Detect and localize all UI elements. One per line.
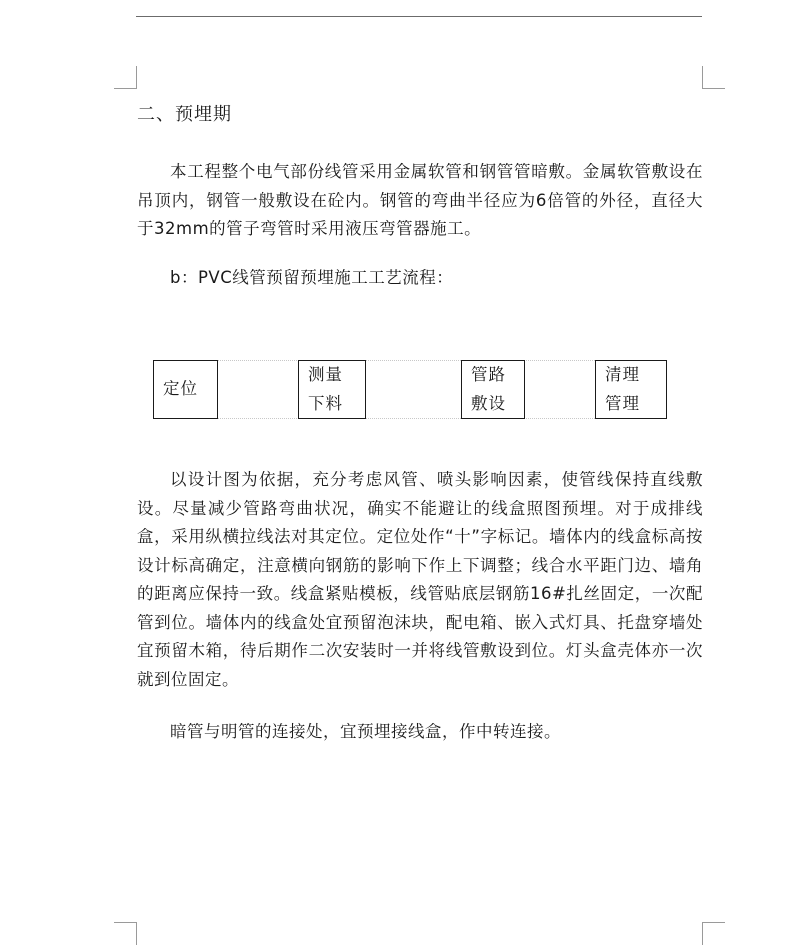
flow-step-label: 敷设 xyxy=(471,393,506,413)
flow-connector-top xyxy=(218,360,595,361)
flow-step-label: 管路 xyxy=(471,365,506,384)
flow-step-conduit-laying xyxy=(461,360,525,419)
flow-step-positioning xyxy=(153,360,218,419)
flow-step-label: 定位 xyxy=(163,379,198,398)
flow-step-measure-cut xyxy=(298,360,366,419)
paragraph-conduit-materials: 本工程整个电气部份线管采用金属软管和钢管管暗敷。金属软管敷设在吊顶内，钢管一般敷设在砼内。钢管的弯曲半径应为6倍管的外径，直径大于32mm的管子弯管时采用液压弯管器施工。 xyxy=(137,162,703,238)
flow-connector-bottom xyxy=(218,418,595,419)
flow-step-label: 清理 xyxy=(605,365,640,384)
header-rule xyxy=(136,16,702,17)
flow-step-label: 下料 xyxy=(308,393,343,413)
paragraph-installation-method: 以设计图为依据，充分考虑风管、喷头影响因素，使管线保持直线敷设。尽量减少管路弯曲状况，确实不能避让的线盒照图预埋。对于成排线盒，采用纵横拉线法对其定位。定位处作“十”字标记。墙体内的线盒标高按设计标高确定，注意横向钢筋的影响下作上下调整；线合水平距门边、墙角的距离应保持一致。线盒紧贴模板，线管贴底层钢筋16#扎丝固定，一次配管到位。墙体内的线盒处宜预留泡沫块，配电箱、嵌入式灯具、托盘穿墙处宜预留木箱，待后期作二次安装时一并将线管敷设到位。灯头盒壳体亦一次就到位固定。 xyxy=(137,470,703,689)
margin-corner-bottom-right xyxy=(702,922,725,945)
flow-step-label: 管理 xyxy=(605,393,640,413)
flow-step-cleanup xyxy=(595,360,667,419)
paragraph-junction-connection: 暗管与明管的连接处，宜预埋接线盒，作中转连接。 xyxy=(170,722,561,741)
margin-corner-top-left xyxy=(114,66,137,89)
section-heading: 二、预埋期 xyxy=(137,104,232,125)
flow-step-label: 测量 xyxy=(308,365,343,384)
paragraph-pvc-process-title: b：PVC线管预留预埋施工工艺流程： xyxy=(170,268,454,287)
margin-corner-bottom-left xyxy=(114,922,137,945)
margin-corner-top-right xyxy=(702,66,725,89)
